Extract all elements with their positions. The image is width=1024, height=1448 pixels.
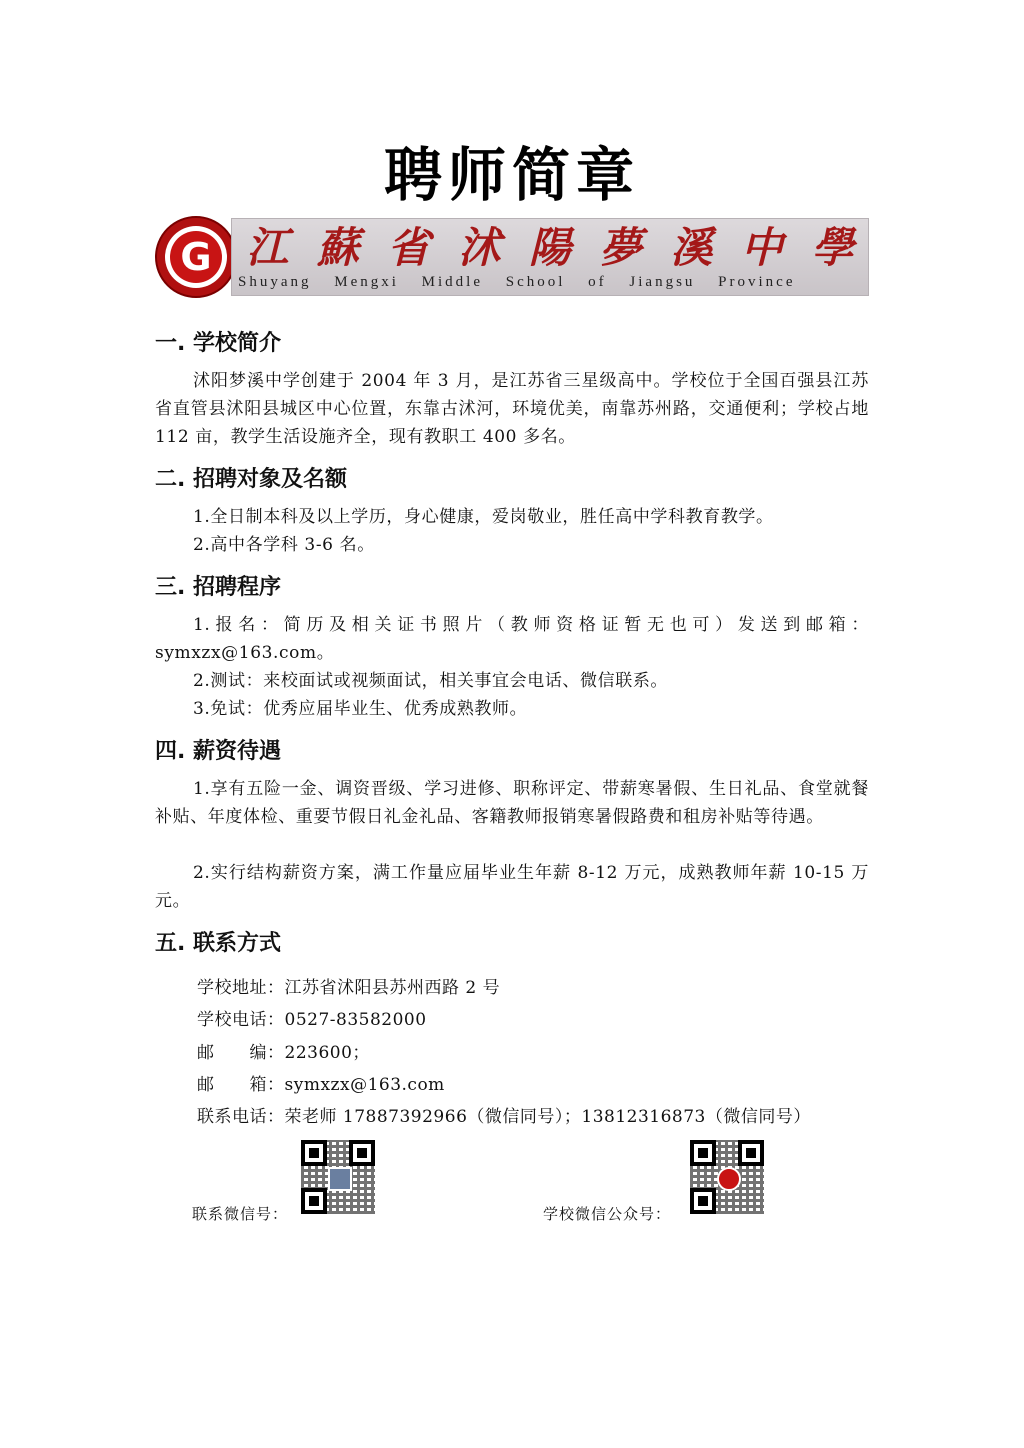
section-heading-contact: 五. 联系方式 (155, 931, 282, 956)
school-name-char: 夢 (599, 223, 642, 272)
school-name-en: Shuyang Mengxi Middle School of Jiangsu Province (238, 274, 796, 290)
procedure-item-1: 1.报名：简历及相关证书照片（教师资格证暂无也可）发送到邮箱：symxzx@163.com。 (155, 615, 869, 663)
targets-item-2: 2.高中各学科 3-6 名。 (193, 535, 375, 555)
procedure-item-2: 2.测试：来校面试或视频面试，相关事宜会电话、微信联系。 (193, 671, 669, 691)
salary-item-2: 2.实行结构薪资方案，满工作量应届毕业生年薪 8-12 万元，成熟教师年薪 10-15 万元。 (155, 863, 869, 911)
section-heading-procedure: 三. 招聘程序 (155, 575, 282, 600)
official-account-qr-label: 学校微信公众号： (543, 1205, 672, 1223)
salary-item-1: 1.享有五险一金、调资晋级、学习进修、职称评定、带薪寒暑假、生日礼品、食堂就餐补贴、年度体检、重要节假日礼金礼品、客籍教师报销寒暑假路费和租房补贴等待遇。 (155, 779, 869, 827)
wechat-qr-label: 联系微信号： (192, 1205, 289, 1223)
seal-letter: G (170, 231, 222, 283)
contact-phone: 联系电话：荣老师 17887392966（微信同号）；13812316873（微信同号） (197, 1107, 811, 1127)
intro-paragraph: 沭阳梦溪中学创建于 2004 年 3 月，是江苏省三星级高中。学校位于全国百强县江苏省直管县沭阳县城区中心位置，东靠古沭河，环境优美，南靠苏州路，交通便利；学校占地 112 亩，教学生活设施齐全，现有教职工 400 多名。 (155, 371, 869, 447)
section-heading-intro: 一. 学校简介 (155, 331, 282, 356)
school-name-char: 中 (740, 223, 783, 272)
targets-item-1: 1.全日制本科及以上学历，身心健康，爱岗敬业，胜任高中学科教育教学。 (193, 507, 774, 527)
school-banner (155, 216, 867, 296)
school-name-char: 學 (811, 223, 854, 272)
qr-school-logo-icon (717, 1167, 741, 1191)
procedure-item-3: 3.免试：优秀应届毕业生、优秀成熟教师。 (193, 699, 528, 719)
school-name-char: 蘇 (316, 223, 359, 272)
contact-email: 邮 箱：symxzx@163.com (197, 1075, 445, 1095)
contact-address: 学校地址：江苏省沭阳县苏州西路 2 号 (197, 978, 501, 998)
contact-school-phone: 学校电话：0527-83582000 (197, 1010, 427, 1030)
qr-avatar-icon (328, 1167, 352, 1191)
section-heading-targets: 二. 招聘对象及名额 (155, 467, 348, 492)
school-name-char: 沭 (458, 223, 501, 272)
school-seal-logo (155, 216, 237, 298)
contact-postcode: 邮 编：223600； (197, 1043, 370, 1063)
section-heading-salary: 四. 薪资待遇 (155, 739, 282, 764)
page-title: 聘师简章 (383, 141, 640, 209)
school-name-char: 江 (246, 223, 289, 272)
school-name-char: 省 (387, 223, 430, 272)
wechat-qr-code (301, 1140, 375, 1214)
school-name-cn (232, 219, 868, 271)
school-name-strip (231, 218, 869, 296)
official-account-qr-code (690, 1140, 764, 1214)
school-name-char: 陽 (528, 223, 571, 272)
school-name-char: 溪 (670, 223, 713, 272)
